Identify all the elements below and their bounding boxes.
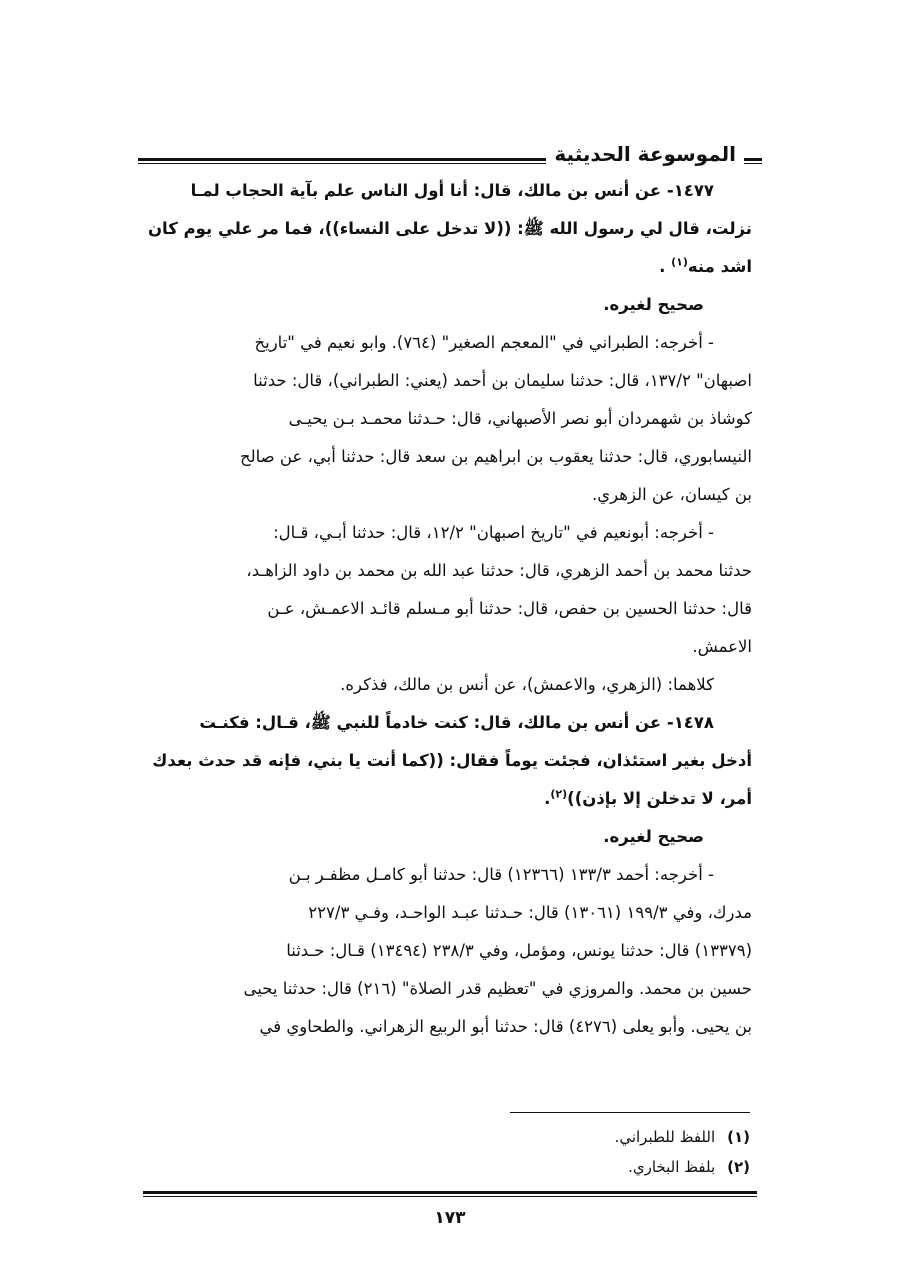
footnotes [148, 1122, 750, 1182]
footnote-separator [510, 1112, 750, 1113]
hadith-1477-line-1: ١٤٧٧- عن أنس بن مالك، قال: أنا أول الناس علم بآية الحجاب لمـا [190, 181, 714, 200]
takhrij-1477-line-7: حدثنا محمد بن أحمد الزهري، قال: حدثنا عبد الله بن محمد بن داود الزاهـد، [246, 561, 752, 580]
running-header [138, 138, 762, 172]
footnote-1 [148, 1122, 750, 1152]
footnote-2 [148, 1152, 750, 1182]
takhrij-1477-line-9: الاعمش. [692, 637, 752, 656]
takhrij-1478-line-4: حسين بن محمد. والمروزي في "تعظيم قدر الصلاة" (٢١٦) قال: حدثنا يحيى [243, 979, 752, 998]
hadith-1477-line-3-text: اشد منه [687, 257, 752, 276]
takhrij-1477-line-3: كوشاذ بن شهمردان أبو نصر الأصبهاني، قال: حـدثنا محمـد بـن يحيـى [288, 409, 752, 428]
hadith-1478-line-2: أدخل بغير استئذان، فجئت يوماً فقال: ((كما أنت يا بني، فإنه قد حدث بعدك [152, 751, 752, 770]
footnote-ref-2: (٢) [550, 787, 568, 801]
takhrij-1478-line-5: بن يحيى. وأبو يعلى (٤٢٧٦) قال: حدثنا أبو الربيع الزهراني. والطحاوي في [259, 1017, 752, 1036]
takhrij-1477-line-5: بن كيسان، عن الزهري. [592, 485, 752, 504]
footnote-2-number: (٢) [727, 1158, 750, 1176]
takhrij-1477-line-8: قال: حدثنا الحسين بن حفص، قال: حدثنا أبو مـسلم قائـد الاعمـش، عـن [267, 599, 752, 618]
takhrij-1477-line-6: - أخرجه: أبونعيم في "تاريخ اصبهان" ١٢/٢، قال: حدثنا أبـي، قـال: [273, 523, 714, 542]
hadith-1478-line-3 [148, 780, 752, 818]
footnote-1-text: اللفظ للطبراني. [614, 1128, 716, 1146]
footnote-ref-1: (١) [671, 255, 688, 269]
grading-1477: صحيح لغيره. [603, 295, 704, 314]
hadith-1478-line-1: ١٤٧٨- عن أنس بن مالك، قال: كنت خادماً للنبي ﷺ، قـال: فكنـت [199, 713, 714, 732]
takhrij-1477-line-2: اصبهان" ١٣٧/٢، قال: حدثنا سليمان بن أحمد (يعني: الطبراني)، قال: حدثنا [253, 371, 752, 390]
hadith-1477-line-3-end: . [659, 257, 672, 276]
header-title: الموسوعة الحديثية [546, 138, 744, 170]
takhrij-1477-line-4: النيسابوري، قال: حدثنا يعقوب بن ابراهيم بن سعد قال: حدثنا أبي، عن صالح [239, 447, 752, 466]
hadith-1477-line-3 [148, 248, 752, 286]
footnote-1-number: (١) [727, 1128, 750, 1146]
takhrij-1477-line-1: - أخرجه: الطبراني في "المعجم الصغير" (٧٦٤). وابو نعيم في "تاريخ [254, 333, 714, 352]
hadith-1478-line-3-text: أمر، لا تدخلن إلا بإذن)) [567, 789, 752, 808]
grading-1478: صحيح لغيره. [603, 827, 704, 846]
takhrij-1478-line-1: - أخرجه: أحمد ١٣٣/٣ (١٢٣٦٦) قال: حدثنا أبو كامـل مظفـر بـن [288, 865, 714, 884]
footer-rule [143, 1191, 757, 1197]
summary-1477: كلاهما: (الزهري، والاعمش)، عن أنس بن مالك، فذكره. [340, 675, 714, 694]
footnote-2-text: بلفظ البخاري. [628, 1158, 716, 1176]
page-number: ١٧٣ [434, 1208, 466, 1228]
takhrij-1478-line-2: مدرك، وفي ١٩٩/٣ (١٣٠٦١) قال: حـدثنا عبـد الواحـد، وفـي ٢٢٧/٣ [308, 903, 752, 922]
body-text [148, 172, 752, 1046]
takhrij-1478-line-3: (١٣٣٧٩) قال: حدثنا يونس، ومؤمل، وفي ٢٣٨/٣ (١٣٤٩٤) قـال: حـدثنا [286, 941, 752, 960]
hadith-1477-line-2: نزلت، قال لي رسول الله ﷺ: ((لا تدخل على النساء))، فما مر علي يوم كان [148, 219, 752, 238]
hadith-1478-line-3-end: . [544, 789, 551, 808]
